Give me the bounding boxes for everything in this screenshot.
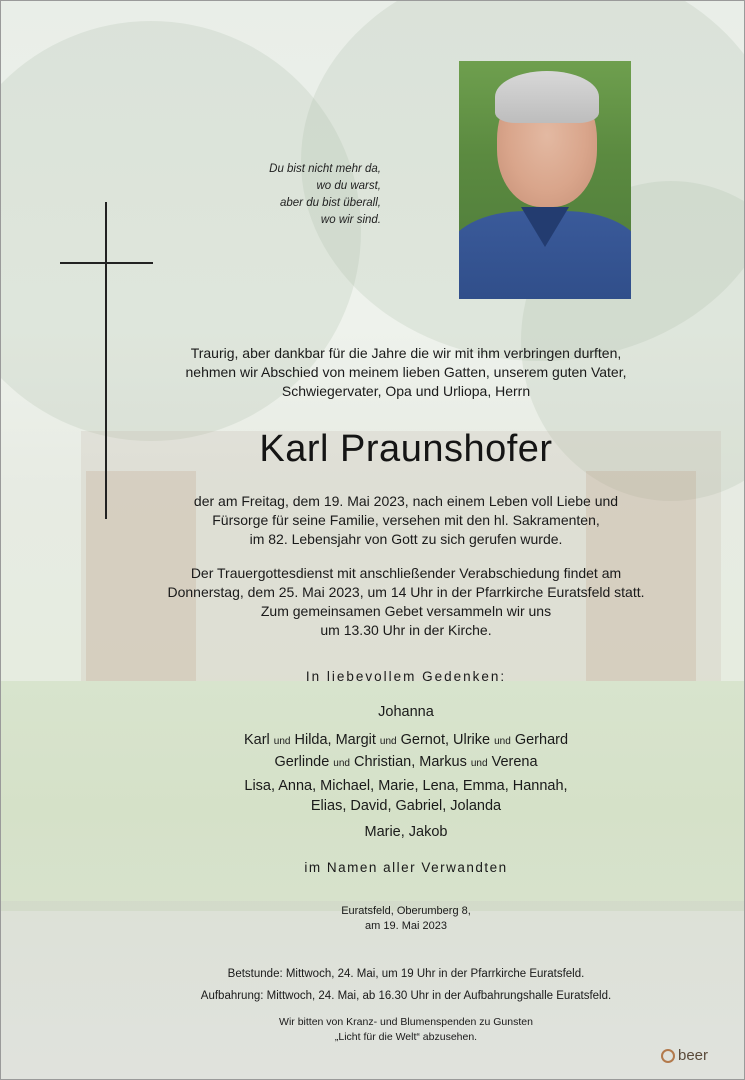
beer-logo: beer <box>661 1047 708 1064</box>
flowers-note: Wir bitten von Kranz- und Blumenspenden zu Gunsten „Licht für die Welt“ abzusehen. <box>279 1016 533 1043</box>
family-children: Karl und Hilda, Margit und Gernot, Ulrike und Gerhard Gerlinde und Christian, Markus und Verena <box>243 732 569 770</box>
relatives-line: im Namen aller Verwandten <box>304 860 508 875</box>
death-notice: der am Freitag, dem 19. Mai 2023, nach einem Leben voll Liebe und Fürsorge für seine Familie, versehen mit den hl. Sakramenten, im 82. Lebensjahr von Gott zu sich gerufen wurde. <box>193 493 619 547</box>
events: Betstunde: Mittwoch, 24. Mai, um 19 Uhr in der Pfarrkirche Euratsfeld. Aufbahrung: Mittwoch, 24. Mai, ab 16.30 Uhr in der Aufbahrungshalle Euratsfeld. <box>200 968 612 1002</box>
family-great-grandchildren: Marie, Jakob <box>364 824 448 840</box>
portrait-photo <box>459 61 631 299</box>
poem: Du bist nicht mehr da, wo du warst, aber du bist überall, wo wir sind. <box>269 163 381 226</box>
remember-heading: In liebevollem Gedenken: <box>305 669 507 684</box>
intro-text: Traurig, aber dankbar für die Jahre die wir mit ihm verbringen durften, nehmen wir Abschied von meinem lieben Gatten, unserem guten Vater, Schwiegervater, Opa und Urliopa, Herrn <box>185 345 627 399</box>
place-date: Euratsfeld, Oberumberg 8, am 19. Mai 2023 <box>341 905 471 932</box>
deceased-name: Karl Praunshofer <box>259 428 553 470</box>
family-grandchildren: Lisa, Anna, Michael, Marie, Lena, Emma, Hannah, Elias, David, Gabriel, Jolanda <box>244 778 568 814</box>
cross-icon-bar <box>60 262 153 264</box>
logo-mark-icon <box>661 1049 675 1063</box>
service-details: Der Trauergottesdienst mit anschließender Verabschiedung findet am Donnerstag, dem 25. Mai 2023, um 14 Uhr in der Pfarrkirche Euratsfeld statt. Zum gemeinsamen Gebet versammeln wir uns um 13.30 Uhr in der Kirche. <box>167 565 645 638</box>
family-spouse: Johanna <box>378 704 434 720</box>
